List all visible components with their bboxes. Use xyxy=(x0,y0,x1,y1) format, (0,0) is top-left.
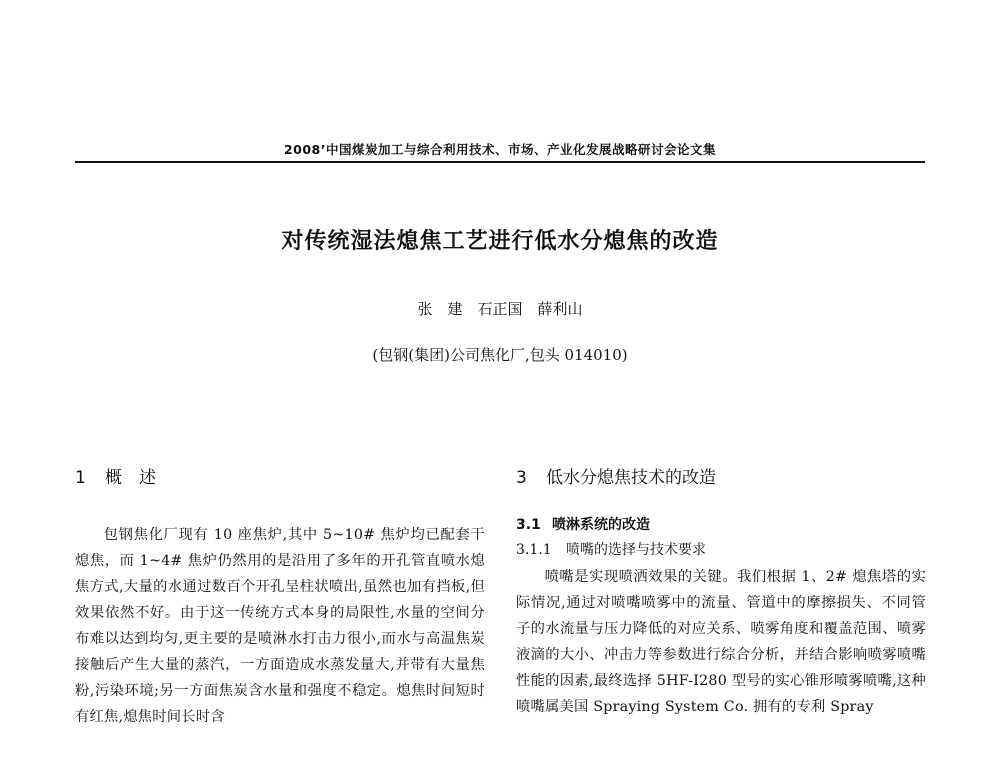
subsubsection-heading xyxy=(516,536,926,564)
left-paragraph: 包钢焦化厂现有 10 座焦炉,其中 5~10# 焦炉均已配套干熄焦，而 1~4# 焦炉仍然用的是沿用了多年的开孔管直喷水熄焦方式,大量的水通过数百个开孔呈柱状喷出,虽然也加有挡板,但效果依然不好。由于这一传统方式本身的局限性,水量的空间分布难以达到均匀,更主要的是喷淋水打击力很小,而水与高温焦炭接触后产生大量的蒸汽，一方面造成水蒸发量大,并带有大量焦粉,污染环境;另一方面焦炭含水量和强度不稳定。熄焦时间短时有红焦,熄焦时间长时含 xyxy=(75,527,485,725)
subsubsection-title: 喷嘴的选择与技术要求 xyxy=(566,542,706,558)
paper-title: 对传统湿法熄焦工艺进行低水分熄焦的改造 xyxy=(281,229,719,254)
section-3-heading xyxy=(516,466,926,490)
authors: 张 建 石正国 薛利山 xyxy=(417,300,583,318)
right-column xyxy=(516,466,926,720)
section-title: 低水分熄焦技术的改造 xyxy=(546,468,716,488)
subsection-heading xyxy=(516,514,926,536)
left-column xyxy=(75,466,485,730)
subsection-number: 3.1 xyxy=(516,517,541,533)
section-title: 概 述 xyxy=(105,468,156,488)
affiliation: (包钢(集团)公司焦化厂,包头 014010) xyxy=(372,346,628,364)
header-rule xyxy=(75,161,925,163)
subsection-title: 喷淋系统的改造 xyxy=(552,517,650,533)
section-number: 3 xyxy=(516,468,527,488)
running-header: 2008’中国煤炭加工与综合利用技术、市场、产业化发展战略研讨会论文集 xyxy=(283,142,717,157)
right-paragraph: 喷嘴是实现喷洒效果的关键。我们根据 1、2# 熄焦塔的实际情况,通过对喷嘴喷雾中的流量、管道中的摩擦损失、不同管子的水流量与压力降低的对应关系、喷雾角度和覆盖范围、喷雾液滴的大小、冲击力等参数进行综合分析，并结合影响喷雾喷嘴性能的因素,最终选择 5HF-I280 型号的实心锥形喷雾喷嘴,这种喷嘴属美国 Spraying System Co. 拥有的专利 Spray xyxy=(516,569,926,715)
section-1-heading xyxy=(75,466,485,490)
subsubsection-number: 3.1.1 xyxy=(516,542,552,558)
section-number: 1 xyxy=(75,468,86,488)
